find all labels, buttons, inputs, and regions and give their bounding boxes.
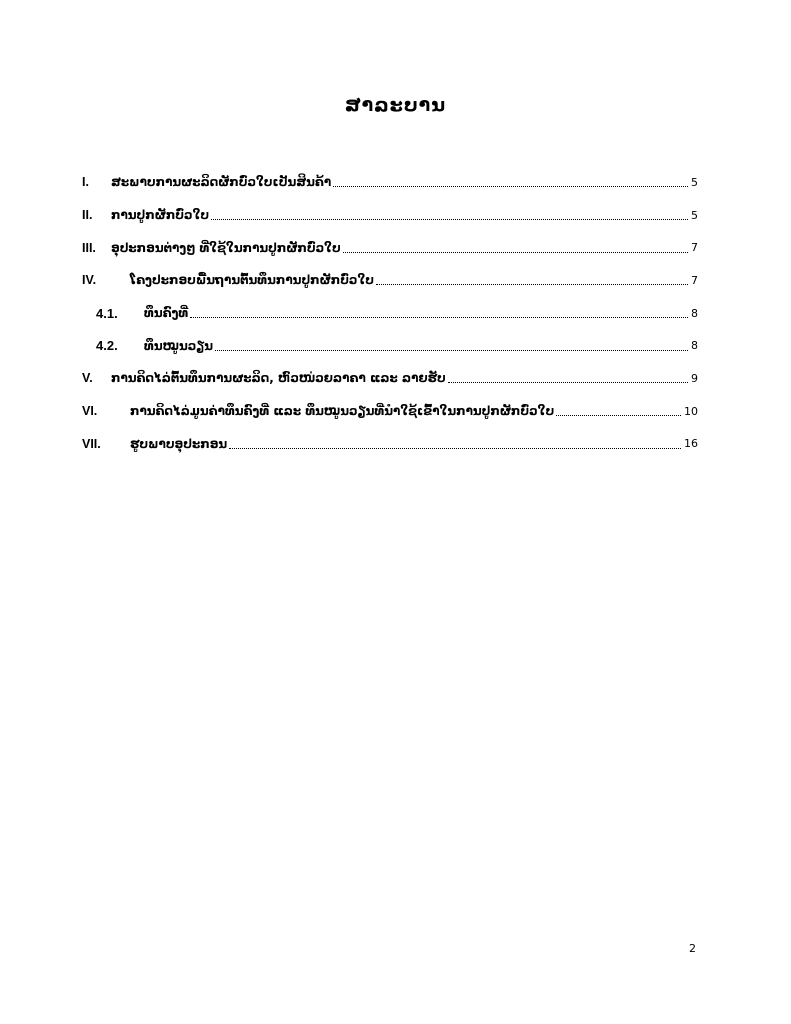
toc-entry-page: 16 [684, 437, 698, 451]
page-number: 2 [689, 942, 696, 955]
toc-entry-3[interactable] [82, 231, 698, 264]
toc-entry-1[interactable] [82, 166, 698, 199]
dot-leader [229, 448, 681, 449]
toc-entry-number: VII. [82, 436, 101, 451]
toc-entry-page: 5 [691, 208, 698, 222]
toc-entry-text: ສະພາບການຜະລິດຜັກບົ່ວໃບເປັນສິນຄ້າ [111, 175, 332, 190]
toc-title: ສາລະບານ [344, 94, 447, 116]
toc-entry-number: 4.2. [96, 338, 118, 354]
toc-entry-2[interactable] [82, 199, 698, 232]
toc-entry-page: 7 [691, 273, 698, 287]
dot-leader [215, 350, 688, 351]
toc-entry-text: ການປູກຜັກບົ່ວໃບ [111, 208, 210, 223]
toc-entry-number: II. [82, 208, 93, 223]
toc-entry-5[interactable] [82, 362, 698, 395]
toc-entry-number: I. [82, 175, 89, 190]
toc-entry-text: ການຄິດໄລ່ຕົ້ນທຶນການຜະລິດ, ຫົວໜ່ວຍລາຄາ ແລະ ລາຍຮັບ [111, 371, 446, 386]
dot-leader [376, 284, 688, 285]
toc-entry-number: 4.1. [96, 305, 118, 321]
toc-entry-text: ອຸປະກອນຕ່າງໆ ທີ່ໃຊ້ໃນການປູກຜັກບົ່ວໃບ [111, 240, 341, 255]
toc-entry-4[interactable] [82, 264, 698, 297]
toc-entry-page: 9 [691, 371, 698, 385]
toc-entry-text: ການຄິດໄລ່ມູນຄ່າທຶນຄົງທີ່ ແລະ ທຶນໝູນວຽນທີ່ນຳໃຊ້ເຂົ້າໃນການປູກຜັກບົ່ວໃບ [130, 404, 555, 419]
dot-leader [343, 252, 688, 253]
toc-entry-text: ໂຄງປະກອບພື້ນຖານຕົ້ນທຶນການປູກຜັກບົ່ວໃບ [130, 273, 374, 288]
toc-entry-number: IV. [82, 273, 97, 288]
dot-leader [333, 186, 688, 187]
toc-entry-4-1[interactable] [82, 297, 698, 330]
toc-entry-number: III. [82, 240, 96, 255]
toc-entry-number: VI. [82, 404, 98, 419]
toc-entry-text: ທຶນຄົງທີ່ [144, 306, 189, 321]
toc-entry-page: 8 [691, 306, 698, 320]
toc-entry-6[interactable] [82, 395, 698, 428]
dot-leader [211, 219, 688, 220]
dot-leader [190, 317, 688, 318]
toc-entry-page: 7 [691, 241, 698, 255]
toc-entry-page: 10 [684, 404, 698, 418]
dot-leader [448, 382, 688, 383]
dot-leader [556, 415, 681, 416]
toc-entry-text: ທຶນໝູນວຽນ [144, 338, 214, 353]
toc-entry-number: V. [82, 371, 93, 386]
toc-entry-page: 8 [691, 339, 698, 353]
toc-list [82, 166, 698, 460]
toc-entry-text: ຮູບພາບອຸປະກອນ [130, 436, 228, 451]
toc-entry-page: 5 [691, 175, 698, 189]
toc-entry-4-2[interactable] [82, 329, 698, 362]
toc-entry-7[interactable] [82, 428, 698, 461]
